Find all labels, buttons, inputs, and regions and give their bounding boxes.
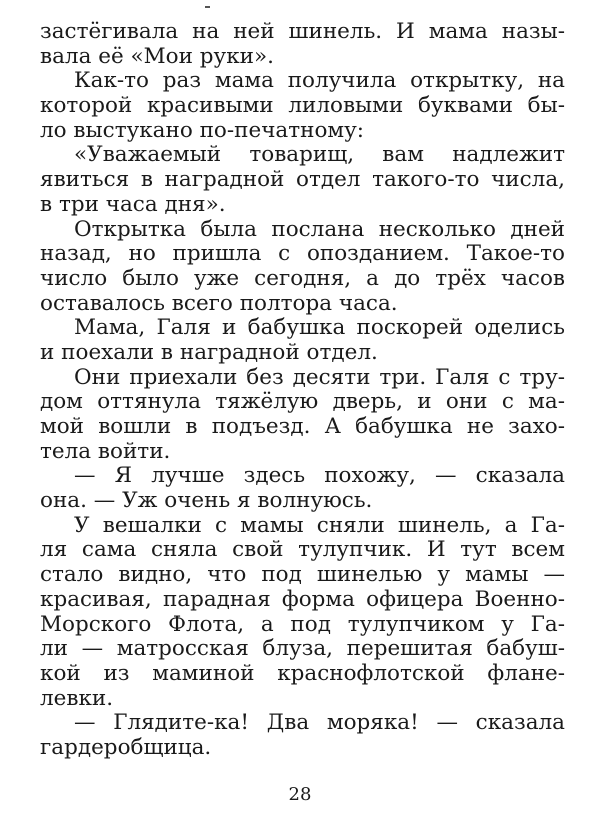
text-line: левки. xyxy=(40,685,114,711)
page-text xyxy=(40,20,565,761)
text-line: она. — Уж очень я волнуюсь. xyxy=(40,488,373,514)
text-line: Морского Флота, а под тулупчиком у Га- xyxy=(40,611,565,637)
text-line: ло выстукано по-печатному: xyxy=(40,117,365,143)
text-line: «Уважаемый товарищ, вам надлежит xyxy=(74,142,565,168)
text-line: застёгивала на ней шинель. И мама назы- xyxy=(40,19,565,44)
text-line: явиться в наградной отдел такого-то числа, xyxy=(40,167,565,193)
text-line: — Я лучше здесь похожу, — сказала xyxy=(74,463,565,489)
print-speck xyxy=(205,6,210,8)
text-line: — Глядите-ка! Два моряка! — сказала xyxy=(74,710,565,736)
text-line: которой красивыми лиловыми буквами бы- xyxy=(40,93,565,119)
text-line: стало видно, что под шинелью у мамы — xyxy=(40,562,565,588)
text-line: Как-то раз мама получила открытку, на xyxy=(74,68,565,94)
text-line: дом оттянула тяжёлую дверь, и они с ма- xyxy=(40,389,565,415)
page-number: 28 xyxy=(288,784,312,805)
text-line: вала её «Мои руки». xyxy=(40,43,274,69)
text-line: ли — матросская блуза, перешитая бабуш- xyxy=(40,636,565,662)
text-line: красивая, парадная форма офицера Военно- xyxy=(40,586,565,612)
text-line: Они приехали без десяти три. Галя с тру- xyxy=(74,364,565,390)
text-line: назад, но пришла с опозданием. Такое-то xyxy=(40,241,565,267)
text-line: число было уже сегодня, а до трёх часов xyxy=(40,265,565,291)
text-line: и поехали в наградной отдел. xyxy=(40,339,378,365)
text-line: У вешалки с мамы сняли шинель, а Га- xyxy=(74,512,565,538)
text-line: оставалось всего полтора часа. xyxy=(40,290,398,316)
text-line: кой из маминой краснофлотской флане- xyxy=(40,660,565,686)
text-line: мой вошли в подъезд. А бабушка не захо- xyxy=(40,414,565,439)
text-line: в три часа дня». xyxy=(40,191,226,217)
text-line: тела войти. xyxy=(40,438,171,464)
text-line: Мама, Галя и бабушка поскорей оделись xyxy=(74,315,565,341)
text-line: ля сама сняла свой тулупчик. И тут всем xyxy=(40,537,565,563)
text-line: Открытка была послана несколько дней xyxy=(74,216,565,242)
text-line: гардеробщица. xyxy=(40,734,212,760)
